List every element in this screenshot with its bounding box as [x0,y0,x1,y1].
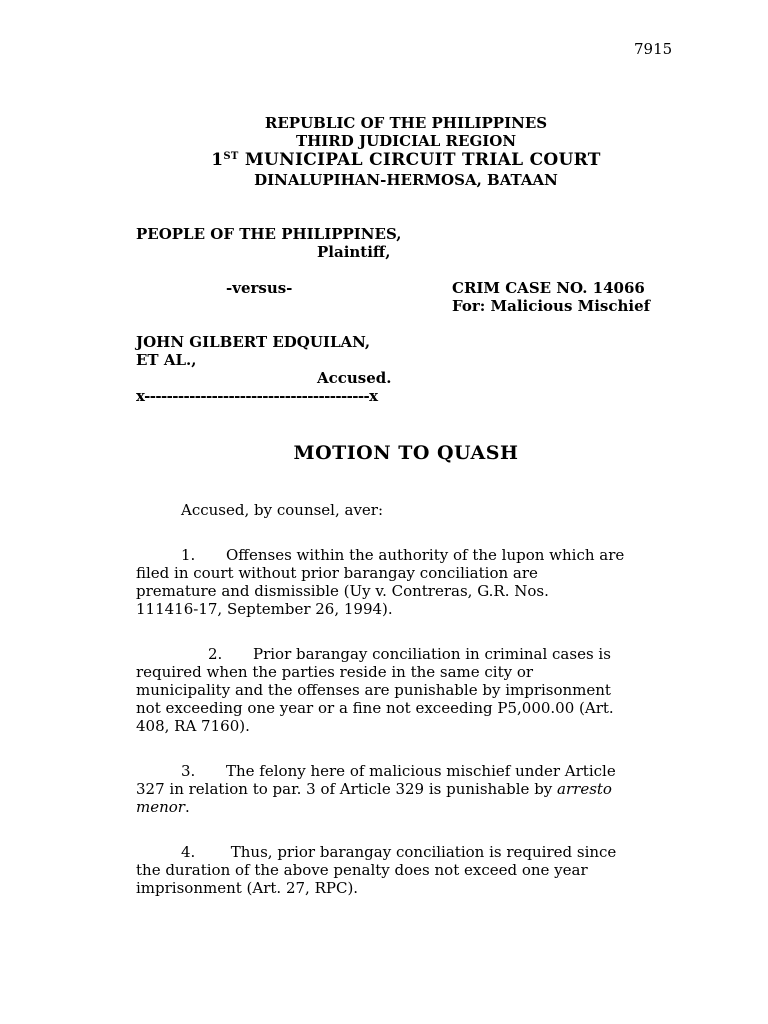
court-ordinal: 1 [211,150,224,170]
paragraph-3-italic-arresto: arresto [557,780,612,798]
paragraph-1-number: 1. [181,546,196,564]
paragraph-3-tail: . [184,798,190,816]
header-republic: REPUBLIC OF THE PHILIPPINES [264,114,548,132]
paragraph-2-text-4: not exceeding one year or a fine not exceeding P5,000.00 (Art. [136,699,614,717]
versus-label: -versus- [226,279,293,297]
paragraph-1-line-1 [136,546,681,564]
paragraph-3 [136,762,681,816]
paragraph-4 [136,843,681,897]
paragraph-1-text-3: premature and dismissible (Uy v. Contreras, G.R. Nos. [136,582,549,600]
header-location: DINALUPIHAN-HERMOSA, BATAAN [254,171,558,189]
paragraph-4-text-1: Thus, prior barangay conciliation is required since [226,843,617,861]
paragraph-4-text-2: the duration of the above penalty does not exceed one year [136,861,588,879]
paragraph-1-text-4: 111416-17, September 26, 1994). [136,600,393,618]
paragraph-2-text-2: required when the parties reside in the same city or [136,663,534,681]
paragraph-1-text-2: filed in court without prior barangay conciliation are [136,564,538,582]
accused-name: JOHN GILBERT EDQUILAN, [136,333,371,351]
paragraph-2-text-3: municipality and the offenses are punishable by imprisonment [136,681,611,699]
plaintiff-label: Plaintiff, [317,243,391,261]
paragraph-4-number: 4. [181,843,196,861]
paragraph-3-line-2 [136,780,681,798]
intro-text: Accused, by counsel, aver: [181,501,384,519]
paragraph-2-text-1: Prior barangay conciliation in criminal cases is [253,645,611,663]
court-name: MUNICIPAL CIRCUIT TRIAL COURT [238,150,601,170]
paragraph-3-text-2: 327 in relation to par. 3 of Article 329 is punishable by [136,780,558,798]
paragraph-1 [136,546,681,618]
paragraph-3-italic-menor: menor [136,798,185,816]
paragraph-4-line-1 [136,843,681,861]
paragraph-3-number: 3. [181,762,196,780]
case-number: CRIM CASE NO. 14066 [452,279,645,297]
paragraph-2-number: 2. [208,645,223,663]
case-offense: For: Malicious Mischief [452,297,651,315]
paragraph-2-line-1 [136,645,681,663]
paragraph-4-text-3: imprisonment (Art. 27, RPC). [136,879,359,897]
accused-etal: ET AL., [136,351,197,369]
header-court [0,151,768,169]
paragraph-3-text-1: The felony here of malicious mischief under Article [226,762,616,780]
caption-divider: x----------------------------------------x [136,387,378,405]
paragraph-2 [136,645,681,735]
header-region: THIRD JUDICIAL REGION [295,132,517,150]
page-number: 7915 [634,40,673,58]
paragraph-3-line-1 [136,762,681,780]
plaintiff-name: PEOPLE OF THE PHILIPPINES, [136,225,402,243]
accused-label: Accused. [317,369,392,387]
paragraph-2-text-5: 408, RA 7160). [136,717,250,735]
paragraph-1-text-1: Offenses within the authority of the lupon which are [226,546,625,564]
paragraph-3-line-3 [136,798,681,816]
document-title: MOTION TO QUASH [293,442,519,464]
court-ordinal-suffix: ST [223,151,239,162]
